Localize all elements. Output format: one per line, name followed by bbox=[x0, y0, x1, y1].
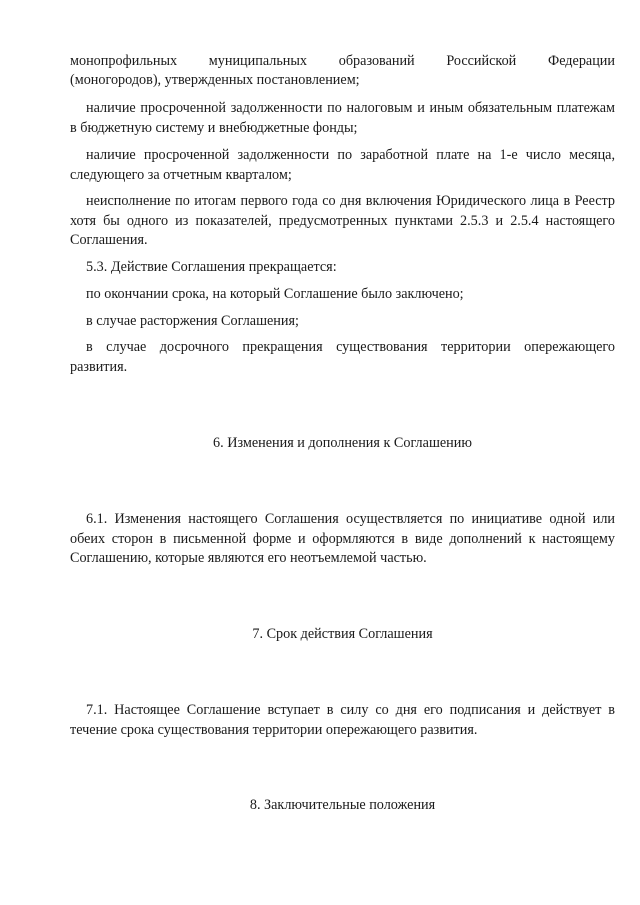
paragraph-tax-debt: наличие просроченной задолженности по налоговым и иным обязательным платежам в бюджетную систему и внебюджетные фонды; bbox=[70, 100, 615, 136]
paragraph-term-end: по окончании срока, на который Соглашение было заключено; bbox=[86, 286, 464, 302]
section-7-heading: 7. Срок действия Соглашения bbox=[252, 626, 433, 642]
paragraph-nonfulfillment: неисполнение по итогам первого года со дня включения Юридического лица в Реестр хотя бы одного из показателей, предусмотренных пунктами 2.5.3 и 2.5.4 настоящего Соглашения. bbox=[70, 193, 615, 248]
paragraph-termination: в случае расторжения Соглашения; bbox=[86, 313, 299, 329]
paragraph-early-termination: в случае досрочного прекращения существования территории опережающего развития. bbox=[70, 339, 615, 375]
section-6-heading: 6. Изменения и дополнения к Соглашению bbox=[213, 435, 472, 451]
paragraph-monotowns-line1: монопрофильных муниципальных образований Российской Федерации bbox=[70, 53, 615, 69]
section-8-heading: 8. Заключительные положения bbox=[249, 797, 436, 813]
clause-5-3: 5.3. Действие Соглашения прекращается: bbox=[86, 259, 337, 275]
clause-7-1: 7.1. Настоящее Соглашение вступает в силу со дня его подписания и действует в течение срока существования территории опережающего развития. bbox=[70, 702, 615, 738]
paragraph-monotowns-line2: (моногородов), утвержденных постановлением; bbox=[70, 72, 360, 88]
paragraph-salary-debt: наличие просроченной задолженности по заработной плате на 1-е число месяца, следующего за отчетным кварталом; bbox=[70, 147, 615, 183]
clause-6-1: 6.1. Изменения настоящего Соглашения осуществляется по инициативе одной или обеих сторон в письменной форме и оформляются в виде дополнений к настоящему Соглашению, которые являются его неотъемлемой частью. bbox=[70, 511, 615, 566]
